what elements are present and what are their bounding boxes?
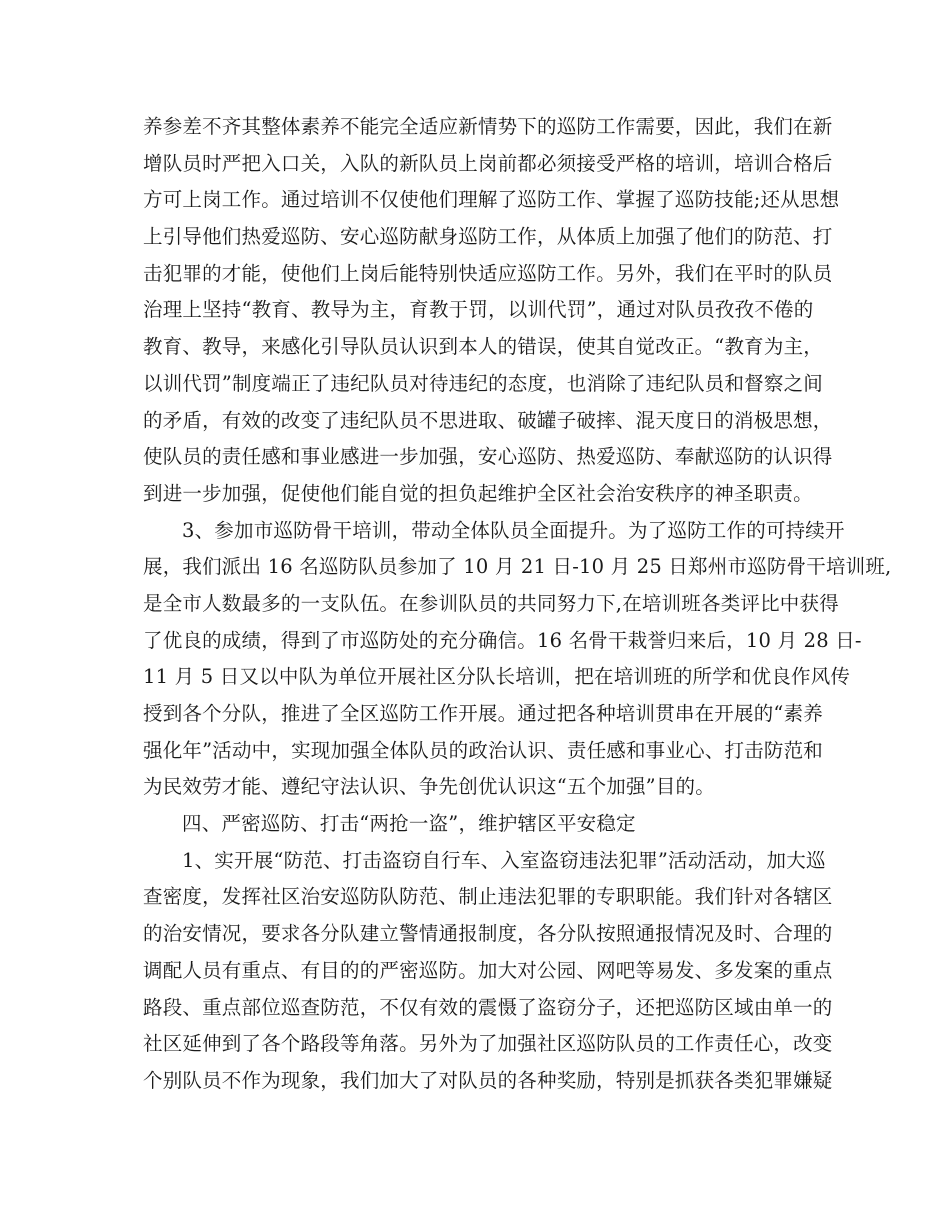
text-line: 社区延伸到了各个路段等角落。另外为了加强社区巡防队员的工作责任心，改变 [143, 1032, 833, 1056]
text-line: 展，我们派出 16 名巡防队员参加了 10 月 21 日-10 月 25 日郑州市巡防骨干培训班, [143, 555, 892, 579]
text-line: 到进一步加强，促使他们能自觉的担负起维护全区社会治安秩序的神圣职责。 [143, 481, 813, 505]
document-body [143, 109, 892, 1100]
text-line: 查密度，发挥社区治安巡防队防范、制止违法犯罪的专职职能。我们针对各辖区 [143, 885, 833, 909]
text-line: 个别队员不作为现象，我们加大了对队员的各种奖励，特别是抓获各类犯罪嫌疑 [143, 1068, 833, 1092]
text-line: 为民效劳才能、遵纪守法认识、争先创优认识这“五个加强”目的。 [143, 775, 715, 799]
section-heading: 四、严密巡防、打击“两抢一盗”，维护辖区平安稳定 [182, 812, 636, 836]
text-line: 以训代罚”制度端正了违纪队员对待违纪的态度，也消除了违纪队员和督察之间 [143, 371, 823, 395]
text-line: 11 月 5 日又以中队为单位开展社区分队长培训，把在培训班的所学和优良作风传 [143, 665, 851, 689]
text-line: 方可上岗工作。通过培训不仅使他们理解了巡防工作、掌握了巡防技能;还从思想 [143, 188, 840, 212]
text-line: 路段、重点部位巡查防范，不仅有效的震慑了盗窃分子，还把巡防区域由单一的 [143, 995, 833, 1019]
text-line: 调配人员有重点、有目的的严密巡防。加大对公园、网吧等易发、多发案的重点 [143, 958, 833, 982]
text-line: 增队员时严把入口关，入队的新队员上岗前都必须接受严格的培训，培训合格后 [143, 151, 833, 175]
text-line: 击犯罪的才能，使他们上岗后能特别快适应巡防工作。另外，我们在平时的队员 [143, 261, 833, 285]
text-line: 使队员的责任感和事业感进一步加强，安心巡防、热爱巡防、奉献巡防的认识得 [143, 445, 833, 469]
text-line: 的治安情况，要求各分队建立警情通报制度，各分队按照通报情况及时、合理的 [143, 922, 833, 946]
text-line: 治理上坚持“教育、教导为主，育教于罚，以训代罚”，通过对队员孜孜不倦的 [143, 298, 814, 322]
text-line: 的矛盾，有效的改变了违纪队员不思进取、破罐子破摔、混天度日的消极思想， [143, 408, 833, 432]
text-line: 了优良的成绩，得到了市巡防处的充分确信。16 名骨干栽誉归来后，10 月 28 日- [143, 628, 862, 652]
text-line: 养参差不齐其整体素养不能完全适应新情势下的巡防工作需要，因此，我们在新 [143, 115, 833, 138]
paragraph-start-line: 3、参加市巡防骨干培训，带动全体队员全面提升。为了巡防工作的可持续开 [182, 518, 845, 542]
text-line: 上引导他们热爱巡防、安心巡防献身巡防工作，从体质上加强了他们的防范、打 [143, 225, 833, 249]
text-line: 是全市人数最多的一支队伍。在参训队员的共同努力下,在培训班各类评比中获得 [143, 591, 839, 615]
text-line: 授到各个分队，推进了全区巡防工作开展。通过把各种培训贯串在开展的“素养 [143, 702, 823, 725]
text-line: 强化年”活动中，实现加强全体队员的政治认识、责任感和事业心、打击防范和 [143, 738, 823, 762]
text-line: 教育、教导，来感化引导队员认识到本人的错误，使其自觉改正。“教育为主， [143, 335, 823, 359]
paragraph-start-line: 1、实开展“防范、打击盗窃自行车、入室盗窃违法犯罪”活动活动，加大巡 [182, 848, 826, 872]
